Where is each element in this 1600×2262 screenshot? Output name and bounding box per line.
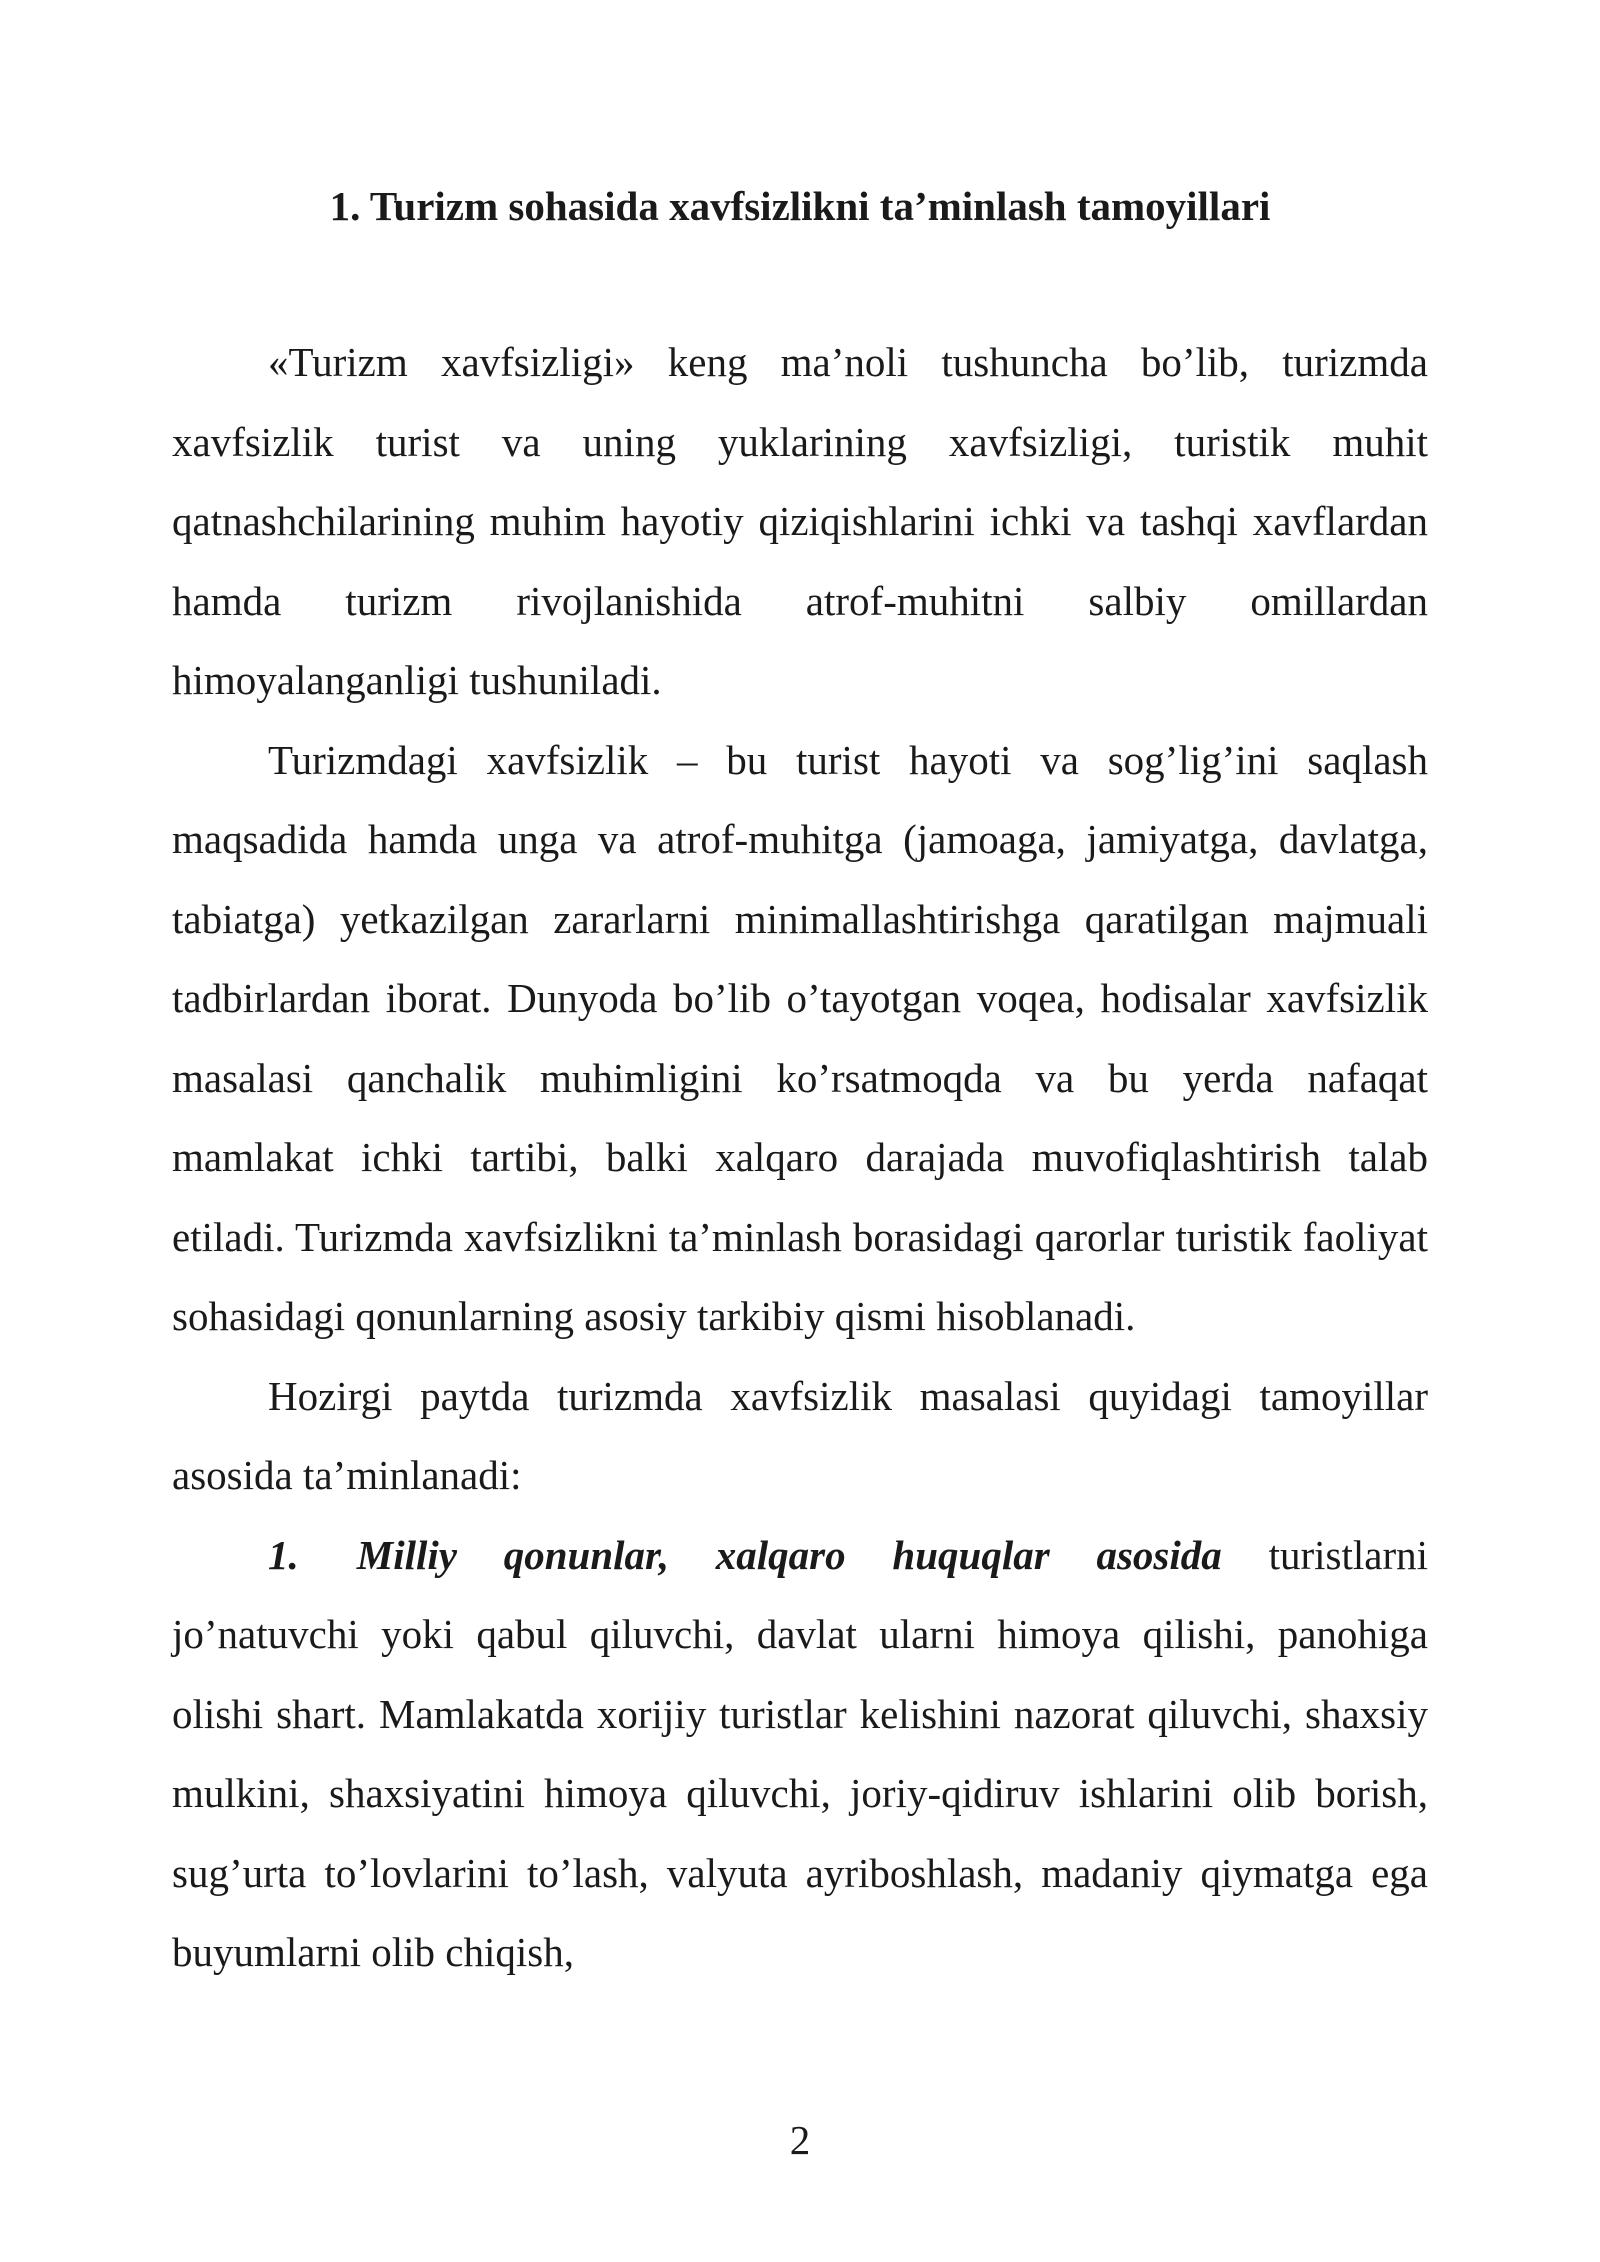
paragraph-principle-1 [172,1516,1428,1993]
page-number: 2 [789,2117,811,2163]
paragraph-definition: «Turizm xavfsizligi» keng ma’noli tushuncha bo’lib, turizmda xavfsizlik turist va uning yuklarining xavfsizligi, turistik muhit qatnashchilarining muhim hayotiy qiziqishlarini ichki va tashqi xavflardan hamda turizm rivojlanishida atrof-muhitni salbiy omillardan himoyalanganligi tushuniladi. [172,339,1428,703]
principle-1-text: turistlarni jo’natuvchi yoki qabul qiluvchi, davlat ularni himoya qilishi, panohiga olishi shart. Mamlakatda xorijiy turistlar kelishini nazorat qiluvchi, shaxsiy mulkini, shaxsiyatini himoya qiluvchi, joriy-qidiruv ishlarini olib borish, sug’urta to’lovlarini to’lash, valyuta ayriboshlash, madaniy qiymatga ega buyumlarni olib chiqish, [172,1531,1428,1975]
principle-1-number: 1. [268,1531,299,1578]
paragraph-security-explanation: Turizmdagi xavfsizlik – bu turist hayoti va sog’lig’ini saqlash maqsadida hamda unga va atrof-muhitga (jamoaga, jamiyatga, davlatga, tabiatga) yetkazilgan zararlarni minimallashtirishga qaratilgan majmuali tadbirlardan iborat. Dunyoda bo’lib o’tayotgan voqea, hodisalar xavfsizlik masalasi qanchalik muhimligini ko’rsatmoqda va bu yerda nafaqat mamlakat ichki tartibi, balki xalqaro darajada muvofiqlashtirish talab etiladi. Turizmda xavfsizlikni ta’minlash borasidagi qarorlar turistik faoliyat sohasidagi qonunlarning asosiy tarkibiy qismi hisoblanadi. [172,736,1428,1339]
section-heading: 1. Turizm sohasida xavfsizlikni ta’minlash tamoyillari [329,183,1271,229]
principle-1-lead: Milliy qonunlar, xalqaro huquqlar asosida [356,1531,1222,1578]
paragraph-principles-intro: Hozirgi paytda turizmda xavfsizlik masalasi quyidagi tamoyillar asosida ta’minlanadi: [172,1372,1428,1498]
body-text [172,323,1428,1993]
